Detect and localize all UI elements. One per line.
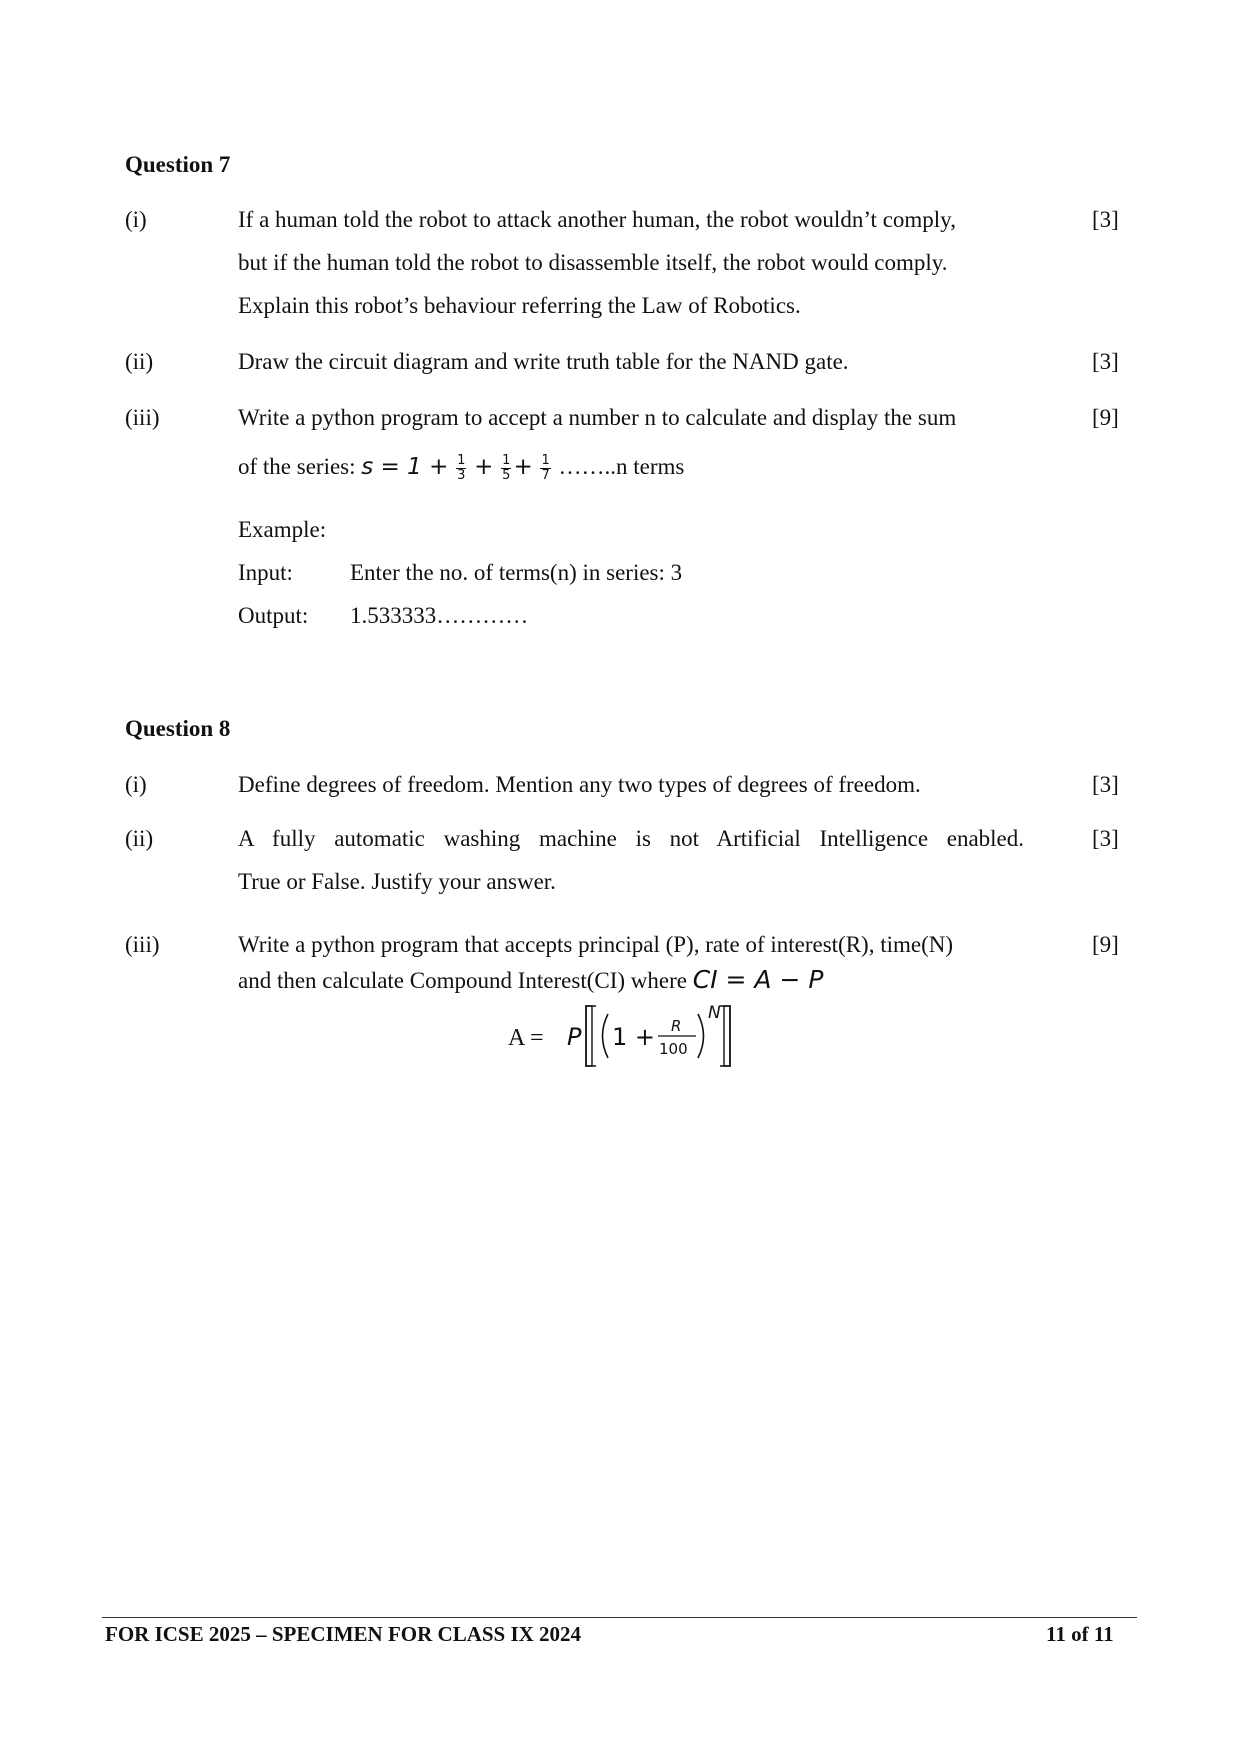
question-8-title: Question 8 [125,716,231,741]
left-paren [603,1014,609,1058]
formula-exponent: N [708,1003,721,1023]
footer-page-number: 11 of 11 [1046,1622,1114,1646]
q8-iii-line-1: Write a python program that accepts principal (P), rate of interest(R), time(N) [238,932,954,957]
formula-denominator: 100 [659,1040,688,1058]
q8-ii-number: (ii) [125,826,154,851]
q8-i-marks: [3] [1092,772,1119,797]
q7-i-line-3: Explain this robot’s behaviour referring the Law of Robotics. [238,293,801,318]
q7-ii-number: (ii) [125,349,154,374]
question-7-title: Question 7 [125,152,231,177]
q7-ii-text: Draw the circuit diagram and write truth table for the NAND gate. [238,349,849,374]
footer-exam-label: FOR ICSE 2025 – SPECIMEN FOR CLASS IX 2024 [105,1622,582,1646]
compound-amount-formula [508,1000,748,1070]
formula-numerator: R [671,1017,682,1035]
q7-i-text [238,198,1024,327]
q8-i-text: Define degrees of freedom. Mention any two types of degrees of freedom. [238,772,921,797]
q7-iii-example: Example: [238,517,327,542]
q8-i-number: (i) [125,772,147,797]
input-label: Input: [238,560,293,585]
q7-iii-line-1: Write a python program to accept a number n to calculate and display the sum [238,405,957,430]
formula-lhs: A = [508,1025,544,1051]
series-suffix: ……..n terms [558,454,685,479]
q8-ii-line-1: A fully automatic washing machine is not Artificial Intelligence enabled. [238,826,1024,851]
output-label: Output: [238,603,309,628]
series-fraction-2: $\frac{1}{5}$ [502,453,511,484]
q7-i-line-2: but if the human told the robot to disassemble itself, the robot would comply. [238,250,948,275]
q7-i-line-1: If a human told the robot to attack another human, the robot wouldn’t comply, [238,207,956,232]
output-value: 1.533333………… [350,603,529,628]
q7-iii-series: of the series: s = 1 + $\frac{1}{3}$ + $\frac{1}{5}$ + $\frac{1}{7}$ ……..n terms [238,453,685,484]
q7-iii-marks: [9] [1092,405,1119,430]
left-bracket [586,1006,592,1066]
q7-i-number: (i) [125,207,147,232]
ci-equation: CI = A − P [692,965,824,994]
q7-iii-number: (iii) [125,405,160,430]
footer-divider [102,1617,1137,1618]
q8-ii-line-2: True or False. Justify your answer. [238,869,556,894]
q8-ii-marks: [3] [1092,826,1119,851]
q7-iii-output-row [238,594,1024,637]
right-paren [698,1014,704,1058]
q8-iii-line-2 [238,958,1024,1002]
q8-iii-line-2-text: and then calculate Compound Interest(CI) where [238,968,693,993]
q7-i-marks: [3] [1092,207,1119,232]
series-fraction-3: $\frac{1}{7}$ [541,453,550,484]
q7-ii-marks: [3] [1092,349,1119,374]
formula-p: P [567,1023,582,1051]
input-value: Enter the no. of terms(n) in series: 3 [350,560,683,585]
series-lhs: s = 1 + [361,454,449,480]
q8-iii-number: (iii) [125,932,160,957]
formula-one-plus: 1 + [612,1023,656,1051]
series-fraction-1: $\frac{1}{3}$ [457,453,466,484]
q8-iii-marks: [9] [1092,932,1119,957]
q7-iii-input-row [238,551,1024,594]
series-prefix: of the series: [238,454,362,479]
formula-svg [508,1000,748,1070]
